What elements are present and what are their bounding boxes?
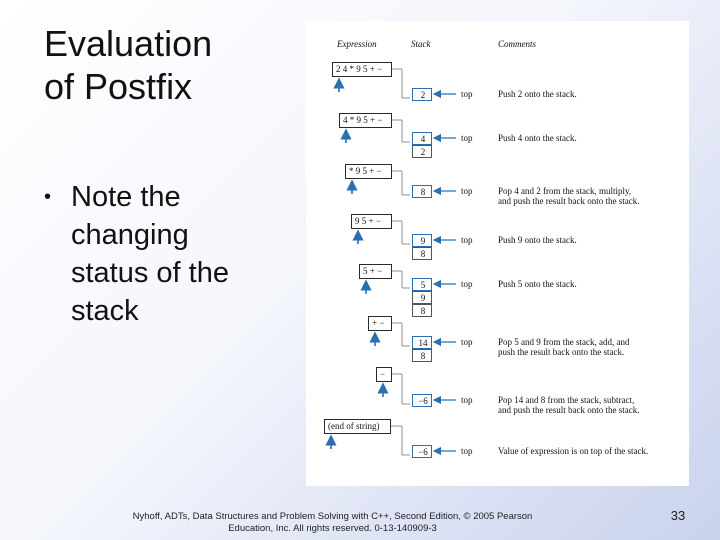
- stack-value: 4: [420, 134, 426, 144]
- stack-value: −6: [418, 447, 428, 457]
- stack-value: 9: [420, 293, 426, 303]
- step-comment: [498, 133, 577, 143]
- expression-box: [368, 316, 392, 331]
- comment-line: push the result back onto the stack.: [498, 347, 625, 357]
- expression-box: [376, 367, 392, 382]
- stack-cell: [412, 247, 432, 260]
- expression-box: [359, 264, 392, 279]
- step-comment: [498, 395, 639, 415]
- top-label: top: [461, 235, 473, 245]
- stack-value: 14: [418, 338, 428, 348]
- stack-cell: [412, 349, 432, 362]
- stack-top-cell: [412, 336, 432, 349]
- top-label: top: [461, 186, 473, 196]
- slide-title-line-2: of Postfix: [44, 66, 193, 107]
- expression-text: * 9 5 + −: [349, 166, 382, 176]
- stack-value: 2: [420, 90, 426, 100]
- expression-box: [345, 164, 392, 179]
- comment-line: Push 2 onto the stack.: [498, 89, 577, 99]
- stack-value: 8: [420, 306, 426, 316]
- comment-line: and push the result back onto the stack.: [498, 196, 640, 206]
- comment-line: Push 9 onto the stack.: [498, 235, 577, 245]
- footer-line-2: Education, Inc. All rights reserved. 0-13-140909-3: [228, 523, 437, 534]
- stack-value: 2: [420, 147, 426, 157]
- bullet-line-2: changing: [71, 219, 189, 251]
- expression-box: [339, 113, 392, 128]
- top-label: top: [461, 395, 473, 405]
- footer-citation: [110, 511, 555, 535]
- page-number: 33: [670, 508, 686, 523]
- stack-top-cell: [412, 185, 432, 198]
- step-comment: [498, 446, 648, 456]
- stack-top-cell: [412, 88, 432, 101]
- step-comment: [498, 279, 577, 289]
- stack-top-cell: [412, 234, 432, 247]
- slide-title-line-1: Evaluation: [44, 23, 213, 64]
- bullet-line-1: Note the: [71, 181, 181, 213]
- step-comment: [498, 186, 639, 206]
- stack-value: 8: [420, 187, 426, 197]
- top-label: top: [461, 89, 473, 99]
- expression-text: 5 + −: [363, 266, 383, 276]
- stack-top-cell: [412, 132, 432, 145]
- expression-box: [324, 419, 391, 434]
- comment-line: Value of expression is on top of the stack.: [498, 446, 649, 456]
- stack-value: −6: [418, 396, 428, 406]
- stack-cell: [412, 304, 432, 317]
- stack-cell: [412, 145, 432, 158]
- comment-line: Pop 4 and 2 from the stack, multiply,: [498, 186, 632, 196]
- stack-value: 9: [420, 236, 426, 246]
- expression-text: 9 5 + −: [355, 216, 381, 226]
- header-comments: Comments: [498, 39, 536, 49]
- top-label: top: [461, 337, 473, 347]
- header-stack: Stack: [411, 39, 431, 49]
- footer-line-1: Nyhoff, ADTs, Data Structures and Problem Solving with C++, Second Edition, © 2005 Pearson: [132, 511, 533, 522]
- comment-line: Pop 5 and 9 from the stack, add, and: [498, 337, 630, 347]
- postfix-evaluation-figure: [306, 21, 689, 486]
- step-comment: [498, 89, 577, 99]
- stack-value: 8: [420, 351, 426, 361]
- stack-top-cell: [412, 445, 432, 458]
- expression-box: [351, 214, 392, 229]
- expression-text: + −: [372, 318, 385, 328]
- stack-top-cell: [412, 278, 432, 291]
- stack-top-cell: [412, 394, 432, 407]
- expression-text: (end of string): [328, 421, 380, 431]
- expression-text: −: [380, 369, 386, 379]
- expression-box: [332, 62, 392, 77]
- bullet-text: [71, 178, 271, 330]
- stack-value: 8: [420, 249, 426, 259]
- step-comment: [498, 337, 629, 357]
- expression-text: 2 4 * 9 5 + −: [336, 64, 383, 74]
- step-comment: [498, 235, 577, 245]
- stack-cell: [412, 291, 432, 304]
- slide-title: [44, 22, 284, 108]
- header-expression: Expression: [337, 39, 377, 49]
- stack-value: 5: [420, 280, 426, 290]
- bullet-line-3: status of the: [71, 257, 229, 289]
- bullet-dot: •: [44, 186, 52, 208]
- comment-line: Push 4 onto the stack.: [498, 133, 577, 143]
- expression-text: 4 * 9 5 + −: [343, 115, 383, 125]
- top-label: top: [461, 133, 473, 143]
- bullet-line-4: stack: [71, 295, 139, 327]
- comment-line: and push the result back onto the stack.: [498, 405, 640, 415]
- comment-line: Pop 14 and 8 from the stack, subtract,: [498, 395, 635, 405]
- top-label: top: [461, 279, 473, 289]
- comment-line: Push 5 onto the stack.: [498, 279, 577, 289]
- top-label: top: [461, 446, 473, 456]
